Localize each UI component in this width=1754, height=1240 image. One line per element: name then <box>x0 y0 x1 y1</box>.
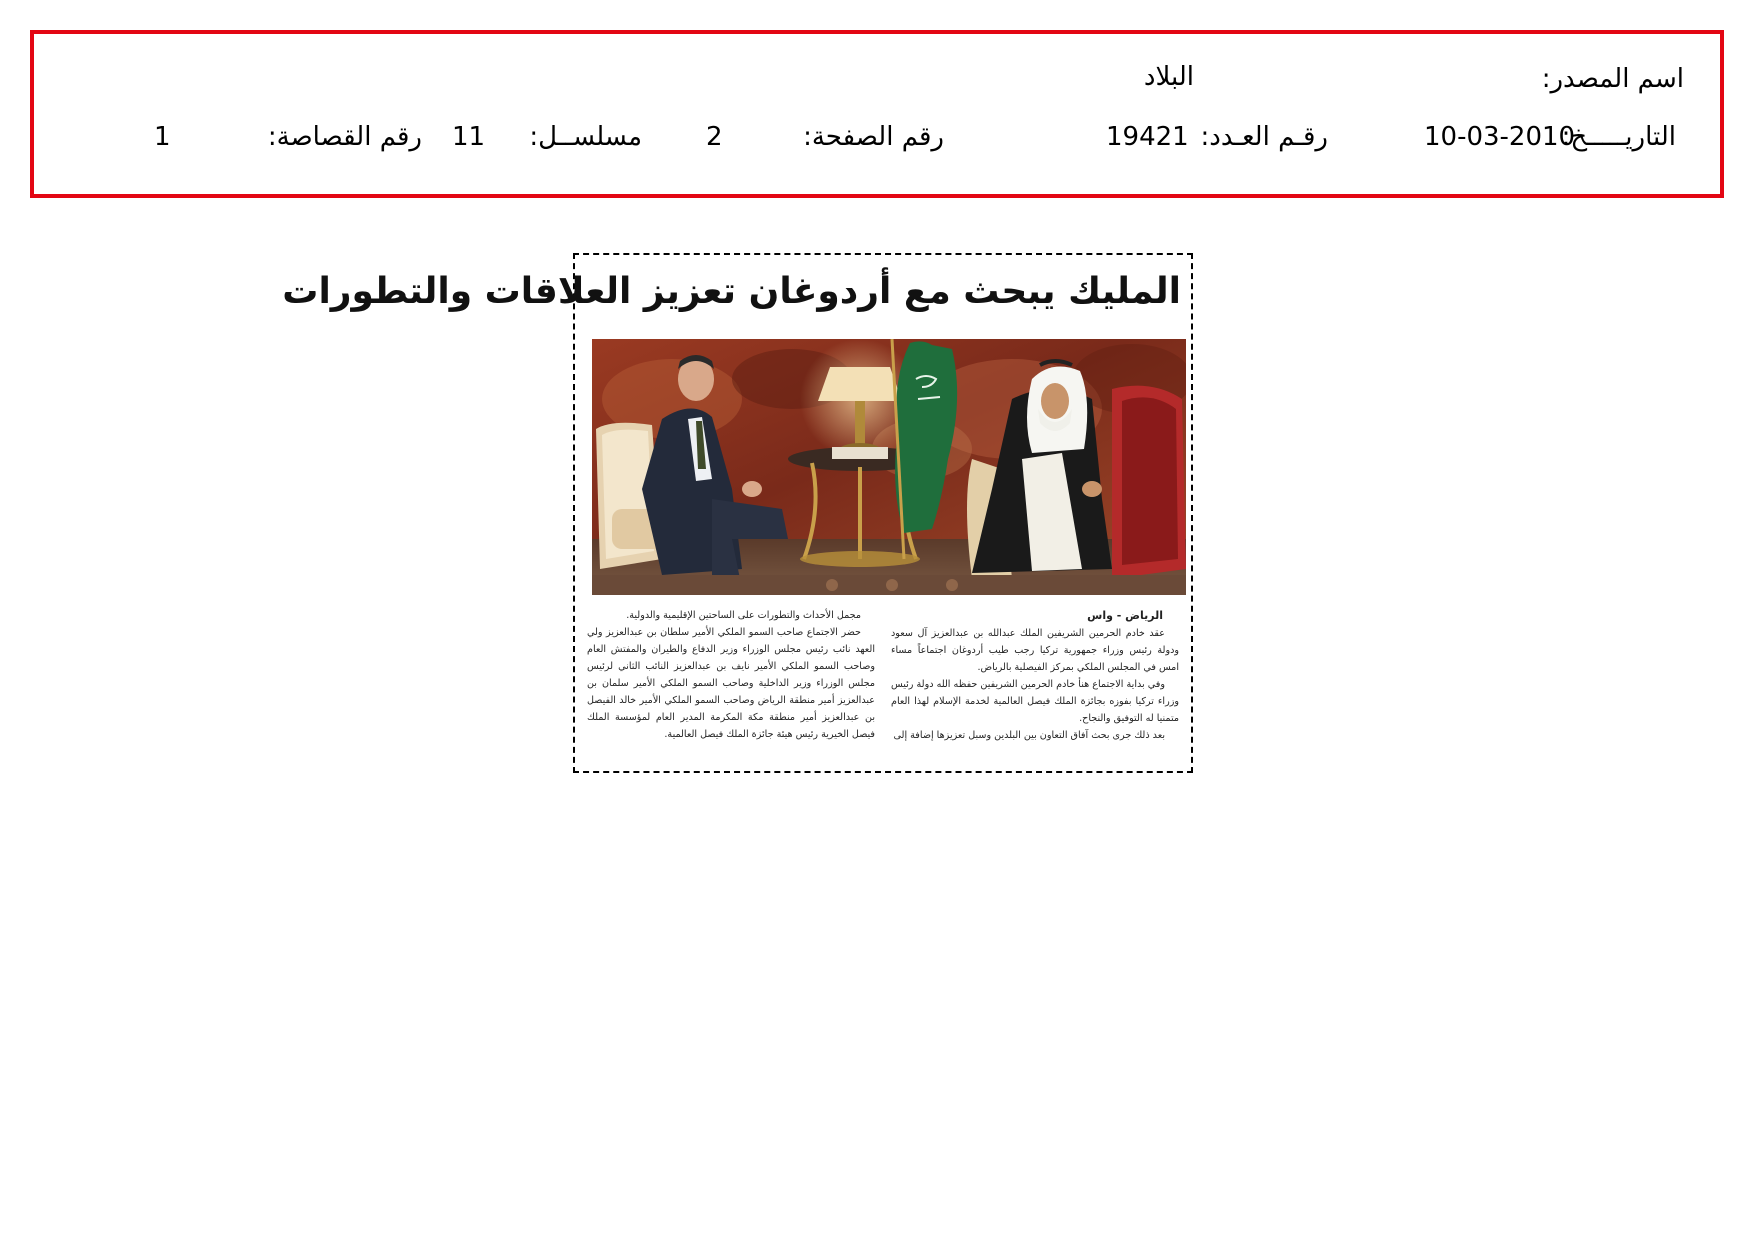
page-label: رقم الصفحة: <box>803 122 944 152</box>
article-paragraph: مجمل الأحداث والتطورات على الساحتين الإقليمية والدولية. <box>626 610 861 621</box>
article-paragraph: عقد خادم الحرمين الشريفين الملك عبدالله بن عبدالعزيز آل سعود ودولة رئيس وزراء جمهورية تركيا رجب طيب أردوغان اجتماعاً مساء امس في المجلس الملكي بمركز الفيصلية بالرياض. <box>891 628 1179 673</box>
article-paragraph: حضر الاجتماع صاحب السمو الملكي الأمير سلطان بن عبدالعزيز ولي العهد نائب رئيس مجلس الوزراء وزير الدفاع والطيران والمفتش العام وصاحب السمو الملكي الأمير نايف بن عبدالعزيز النائب الثاني لرئيس مجلس الوزراء وزير الداخلية وصاحب السمو الملكي الأمير سلمان بن عبدالعزيز أمير منطقة الرياض وصاحب السمو الملكي الأمير خالد الفيصل بن عبدالعزيز أمير منطقة مكة المكرمة المدير العام لمؤسسة الملك فيصل الخيرية رئيس هيئة جائزة الملك فيصل العالمية. <box>587 627 875 740</box>
article-dateline: الرياض - واس <box>1087 609 1163 622</box>
serial-value: 11 <box>452 122 486 152</box>
clipping-value: 1 <box>154 122 171 152</box>
source-value: البلاد <box>1143 62 1194 92</box>
article-column-right <box>891 607 1179 744</box>
newspaper-clipping <box>282 253 1193 773</box>
article-paragraph: وفي بداية الاجتماع هنأ خادم الحرمين الشريفين حفظه الله دولة رئيس وزراء تركيا بفوزه بجائزة الملك فيصل العالمية لخدمة الإسلام لهذا العام متمنيا له التوفيق والنجاح. <box>891 679 1179 724</box>
page-value: 2 <box>706 122 723 152</box>
meeting-photo-illustration <box>592 339 1186 595</box>
issue-value: 19421 <box>1106 122 1189 152</box>
date-value: 10-03-2010 <box>1424 122 1576 152</box>
article-photo <box>592 339 1186 595</box>
clipping-label: رقم القصاصة: <box>267 122 422 152</box>
clipping-metadata-box <box>30 30 1724 198</box>
serial-label: مسلســل: <box>529 122 642 152</box>
article-column-left <box>587 607 875 743</box>
article-paragraph: بعد ذلك جرى بحث آفاق التعاون بين البلدين وسبل تعزيزها إضافة إلى <box>893 730 1165 741</box>
source-label: اسم المصدر: <box>1541 64 1684 94</box>
issue-label: رقـم العـدد: <box>1200 122 1328 152</box>
date-label: التاريـــــخ: <box>1561 122 1676 152</box>
article-headline: المليك يبحث مع أردوغان تعزيز العلاقات والتطورات <box>282 271 1181 312</box>
